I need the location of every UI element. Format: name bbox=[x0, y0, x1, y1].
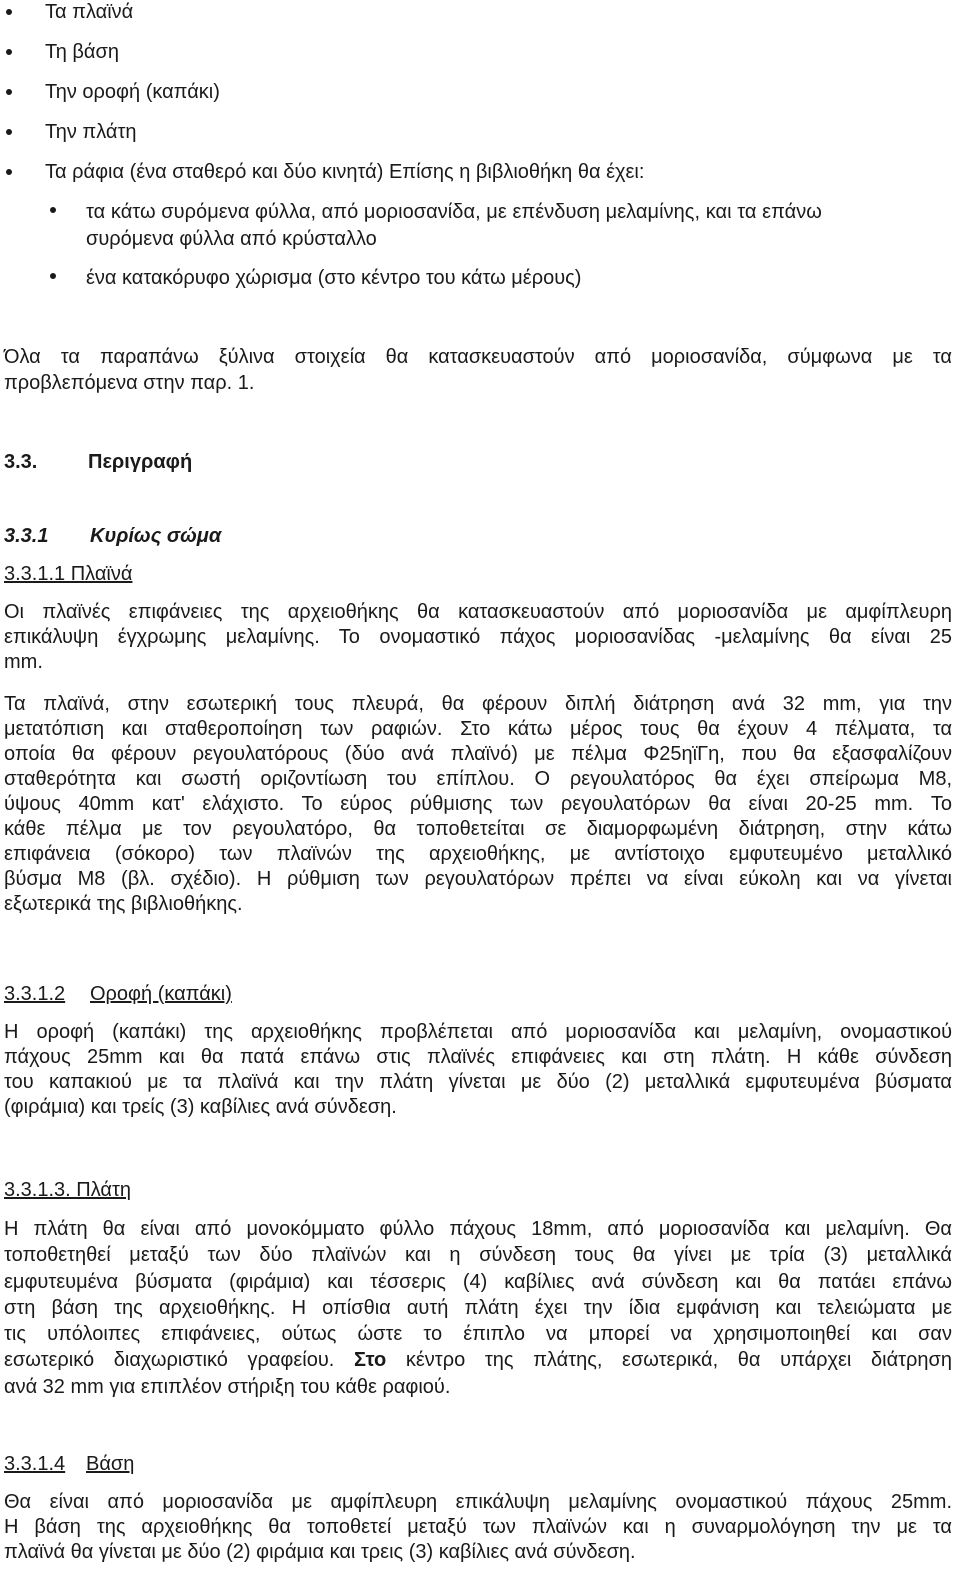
paragraph-line: τις υπόλοιπες επιφάνειες, ούτως ώστε το έπιπλο να μπορεί να χρησιμοποιηθεί και σαν bbox=[4, 1323, 952, 1346]
subsection-title: Οροφή (καπάκι) bbox=[90, 983, 232, 1005]
list-item: Τη βάση bbox=[45, 41, 119, 63]
paragraph-line: Τα πλαϊνά, στην εσωτερική τους πλευρά, θα φέρουν διπλή διάτρηση ανά 32 mm, για την bbox=[4, 693, 952, 715]
text-run: κέντρο της πλάτης, εσωτερικά, θα υπάρχει διάτρηση bbox=[386, 1349, 952, 1372]
intro-paragraph bbox=[4, 344, 952, 396]
paragraph-sides-2 bbox=[4, 692, 952, 917]
paragraph-line: εξωτερικά της βιβλιοθήκης. bbox=[4, 893, 243, 915]
paragraph-line: Οι πλαϊνές επιφάνειες της αρχειοθήκης θα κατασκευαστούν από μοριοσανίδα με αμφίπλευρη bbox=[4, 601, 952, 623]
bullet-dot bbox=[6, 9, 12, 15]
paragraph-line: Η οροφή (καπάκι) της αρχειοθήκης προβλέπεται από μοριοσανίδα και μελαμίνη, ονομαστικού bbox=[4, 1021, 952, 1043]
list-item: Τα ράφια (ένα σταθερό και δύο κινητά) Επίσης η βιβλιοθήκη θα έχει: bbox=[45, 161, 645, 183]
subsection-number: 3.3.1.4 bbox=[4, 1453, 66, 1475]
paragraph-line: ύψους 40mm κατ' ελάχιστο. Το εύρος ρύθμισης των ρεγουλατόρων θα είναι 20-25 mm. Το bbox=[4, 793, 952, 815]
list-item-continuation: συρόμενα φύλλα από κρύσταλλο bbox=[86, 228, 377, 250]
bullet-dot bbox=[6, 49, 12, 55]
subsection-title: Βάση bbox=[86, 1453, 135, 1475]
paragraph-line: κάθε πέλμα με τον ρεγουλατόρο, θα τοποθετείται σε διαμορφωμένη διάτρηση, στην κάτω bbox=[4, 818, 952, 840]
text-run-bold: Στο bbox=[354, 1349, 387, 1372]
paragraph-line: εμφυτευμένα βύσματα (φιράμια) και τέσσερις (4) καβίλιες ανά σύνδεση και θα πατάει επάνω bbox=[4, 1270, 952, 1293]
subsection-heading: 3.3.1.1 Πλαϊνά bbox=[4, 563, 133, 585]
paragraph-line: Θα είναι από μοριοσανίδα με αμφίπλευρη επικάλυψη μελαμίνης ονομαστικού πάχους 25mm. bbox=[4, 1491, 952, 1513]
list-item: Την οροφή (καπάκι) bbox=[45, 81, 220, 103]
paragraph-line: σταθερότητα και σωστή οριζοντίωση του επίπλου. Ο ρεγουλατόρος θα έχει σπείρωμα Μ8, bbox=[4, 768, 952, 790]
list-item: Τα πλαϊνά bbox=[45, 1, 134, 23]
paragraph-line: στη βάση της αρχειοθήκης. Η οπίσθια αυτή πλάτη έχει την ίδια εμφάνιση και τελειώματα με bbox=[4, 1296, 952, 1319]
paragraph-line: πλαϊνά θα γίνεται με δύο (2) φιράμια και τρεις (3) καβίλιες ανά σύνδεση. bbox=[4, 1541, 636, 1563]
bullet-dot bbox=[6, 169, 12, 175]
paragraph-line bbox=[4, 1347, 952, 1373]
paragraph-line: τοποθετηθεί μεταξύ των δύο πλαϊνών και η σύνδεση τους θα γίνει με τρία (3) μεταλλικά bbox=[4, 1244, 952, 1267]
bullet-dot bbox=[6, 89, 12, 95]
paragraph-line: οποία θα φέρουν ρεγουλατόρους (δύο ανά πλαϊνό) με πέλμα Φ25ηϊΓη, που θα εξασφαλίζουν bbox=[4, 743, 952, 765]
subsection-number: 3.3.1.2 bbox=[4, 983, 66, 1005]
paragraph-line: προβλεπόμενα στην παρ. 1. bbox=[4, 372, 255, 394]
paragraph-line: (φιράμια) και τρείς (3) καβίλιες ανά σύνδεση. bbox=[4, 1096, 397, 1118]
paragraph-line: πάχους 25mm και θα πατά επάνω στις πλαϊνές επιφάνειες και στη πλάτη. Η κάθε σύνδεση bbox=[4, 1046, 952, 1068]
paragraph-line: Όλα τα παραπάνω ξύλινα στοιχεία θα κατασκευαστούν από μοριοσανίδα, σύμφωνα με τα bbox=[4, 346, 952, 368]
paragraph-line: ανά 32 mm για επιπλέον στήριξη του κάθε ραφιού. bbox=[4, 1375, 451, 1398]
list-item: τα κάτω συρόμενα φύλλα, από μοριοσανίδα, με επένδυση μελαμίνης, και τα επάνω bbox=[86, 201, 822, 223]
section-number: 3.3. bbox=[4, 451, 38, 473]
paragraph-line: Η βάση της αρχειοθήκης θα τοποθετεί μεταξύ των πλαϊνών και η συναρμολόγηση την με τα bbox=[4, 1516, 952, 1538]
paragraph-line: βύσμα Μ8 (βλ. σχέδιο). Η ρύθμιση των ρεγουλατόρων πρέπει να είναι εύκολη και να γίνεται bbox=[4, 868, 952, 890]
paragraph-line: mm. bbox=[4, 651, 43, 673]
text-run: εσωτερικό διαχωριστικό γραφείου. bbox=[4, 1349, 354, 1372]
list-item: Την πλάτη bbox=[45, 121, 137, 143]
bullet-dot bbox=[50, 207, 56, 213]
section-title: Περιγραφή bbox=[88, 451, 193, 473]
paragraph-base bbox=[4, 1490, 952, 1565]
subsection-heading: 3.3.1.3. Πλάτη bbox=[4, 1179, 132, 1201]
paragraph-line: Η πλάτη θα είναι από μονοκόμματο φύλλο πάχους 18mm, από μοριοσανίδα και μελαμίνη. Θα bbox=[4, 1218, 952, 1240]
paragraph-line: επιφάνεια (σόκορο) των πλαϊνών της αρχειοθήκης, με αντίστοιχο εμφυτευμένο μεταλλικό bbox=[4, 843, 952, 865]
paragraph-sides-1 bbox=[4, 600, 952, 675]
paragraph-line: επικάλυψη έγχρωμης μελαμίνης. Το ονομαστικό πάχος μοριοσανίδας -μελαμίνης θα είναι 25 bbox=[4, 626, 952, 648]
paragraph-roof bbox=[4, 1020, 952, 1120]
list-item: ένα κατακόρυφο χώρισμα (στο κέντρο του κάτω μέρους) bbox=[86, 267, 582, 289]
subsection-title: Κυρίως σώμα bbox=[90, 525, 222, 547]
paragraph-back bbox=[4, 1216, 952, 1400]
paragraph-line: μετατόπιση και σταθεροποίηση των ραφιών. Στο κάτω μέρος τους θα έχουν 4 πέλματα, τα bbox=[4, 718, 952, 740]
subsection-number: 3.3.1 bbox=[4, 525, 49, 547]
paragraph-line: του καπακιού με τα πλαϊνά και την πλάτη γίνεται με δύο (2) μεταλλικά εμφυτευμένα βύσματα bbox=[4, 1071, 952, 1093]
bullet-dot bbox=[50, 273, 56, 279]
bullet-dot bbox=[6, 129, 12, 135]
